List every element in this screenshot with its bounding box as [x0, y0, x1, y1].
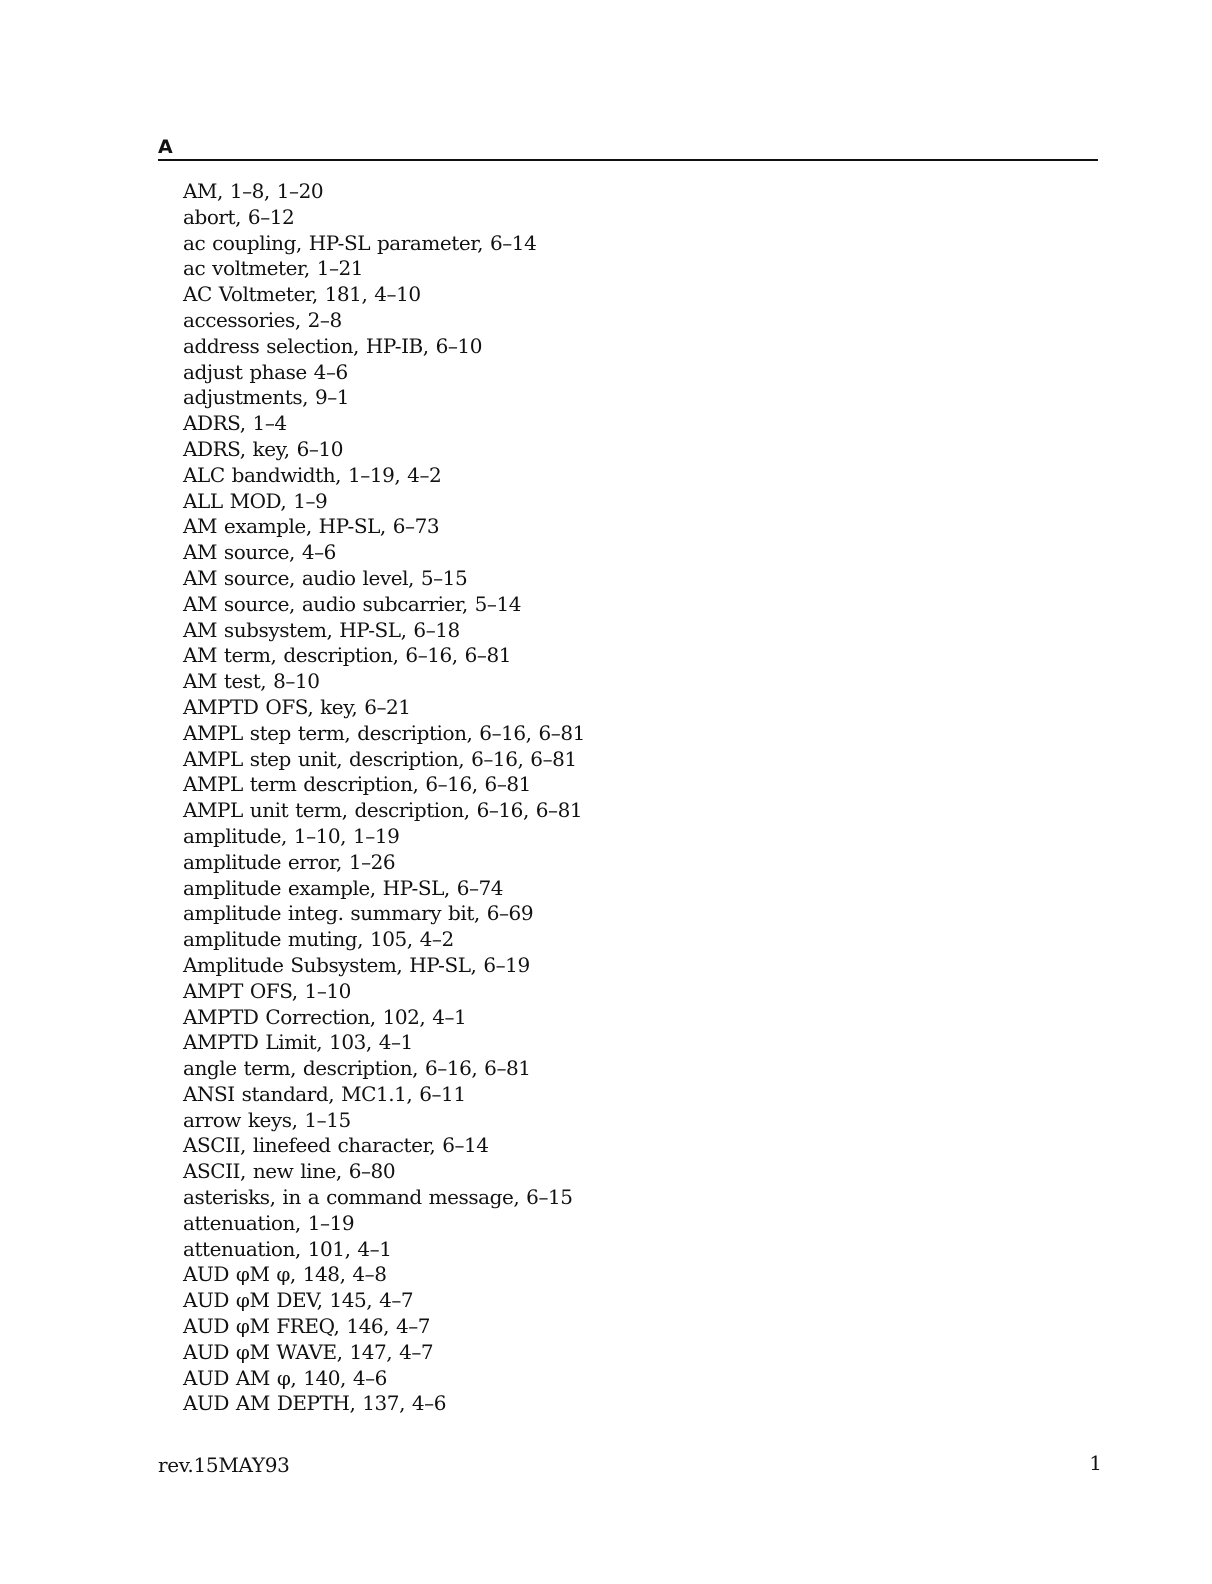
index-entry: amplitude integ. summary bit, 6–69 — [183, 901, 534, 926]
index-entry: AMPT OFS, 1–10 — [183, 978, 351, 1003]
index-entry: ALC bandwidth, 1–19, 4–2 — [183, 462, 442, 487]
index-entry: attenuation, 1–19 — [183, 1210, 355, 1235]
section-divider — [158, 159, 1098, 161]
index-entry: AUD φM FREQ, 146, 4–7 — [183, 1314, 431, 1339]
index-entry: angle term, description, 6–16, 6–81 — [183, 1056, 531, 1081]
index-entry: AM source, 4–6 — [183, 540, 336, 565]
index-entry: ac voltmeter, 1–21 — [183, 256, 364, 281]
index-entry: AMPL unit term, description, 6–16, 6–81 — [183, 798, 583, 823]
index-entry: ANSI standard, MC1.1, 6–11 — [183, 1081, 466, 1106]
index-entry: AUD φM φ, 148, 4–8 — [183, 1262, 387, 1287]
index-entry: AM test, 8–10 — [183, 669, 320, 694]
index-entry: AM source, audio subcarrier, 5–14 — [183, 591, 522, 616]
index-entry: adjustments, 9–1 — [183, 385, 350, 410]
section-letter-heading: A — [158, 136, 173, 158]
index-entry: AM example, HP-SL, 6–73 — [183, 514, 440, 539]
index-entry: ADRS, 1–4 — [183, 411, 287, 436]
index-entry: ASCII, new line, 6–80 — [183, 1159, 396, 1184]
index-entry: AUD AM φ, 140, 4–6 — [183, 1365, 387, 1390]
index-entry: AMPL step term, description, 6–16, 6–81 — [183, 720, 585, 745]
index-entry: amplitude error, 1–26 — [183, 849, 396, 874]
revision-footer: rev.15MAY93 — [158, 1453, 290, 1477]
index-entry: AMPTD Correction, 102, 4–1 — [183, 1004, 467, 1029]
index-entry: arrow keys, 1–15 — [183, 1107, 351, 1132]
index-entry: AM subsystem, HP-SL, 6–18 — [183, 617, 460, 642]
page-number: 1 — [1089, 1451, 1102, 1475]
index-entry: AM term, description, 6–16, 6–81 — [183, 643, 511, 668]
index-entry-list — [183, 179, 585, 1417]
index-entry: AMPTD OFS, key, 6–21 — [183, 694, 411, 719]
index-entry: AM source, audio level, 5–15 — [183, 565, 468, 590]
index-entry: asterisks, in a command message, 6–15 — [183, 1185, 573, 1210]
index-entry: address selection, HP-IB, 6–10 — [183, 333, 482, 358]
index-entry: AUD AM DEPTH, 137, 4–6 — [183, 1391, 446, 1416]
index-entry: AMPTD Limit, 103, 4–1 — [183, 1030, 413, 1055]
index-entry: amplitude muting, 105, 4–2 — [183, 927, 454, 952]
index-entry: AMPL term description, 6–16, 6–81 — [183, 772, 531, 797]
index-entry: abort, 6–12 — [183, 204, 295, 229]
index-entry: AC Voltmeter, 181, 4–10 — [183, 282, 421, 307]
index-entry: ALL MOD, 1–9 — [183, 488, 328, 513]
index-entry: Amplitude Subsystem, HP-SL, 6–19 — [183, 952, 530, 977]
index-entry: AM, 1–8, 1–20 — [183, 179, 324, 203]
index-entry: AUD φM DEV, 145, 4–7 — [183, 1288, 414, 1313]
index-entry: ADRS, key, 6–10 — [183, 436, 343, 461]
index-entry: ac coupling, HP-SL parameter, 6–14 — [183, 230, 537, 255]
index-entry: adjust phase 4–6 — [183, 359, 348, 384]
index-entry: amplitude, 1–10, 1–19 — [183, 823, 400, 848]
index-entry: accessories, 2–8 — [183, 307, 342, 332]
index-entry: attenuation, 101, 4–1 — [183, 1236, 392, 1261]
index-entry: amplitude example, HP-SL, 6–74 — [183, 875, 504, 900]
index-entry: AUD φM WAVE, 147, 4–7 — [183, 1339, 434, 1364]
index-entry: AMPL step unit, description, 6–16, 6–81 — [183, 746, 577, 771]
index-entry: ASCII, linefeed character, 6–14 — [183, 1133, 489, 1158]
